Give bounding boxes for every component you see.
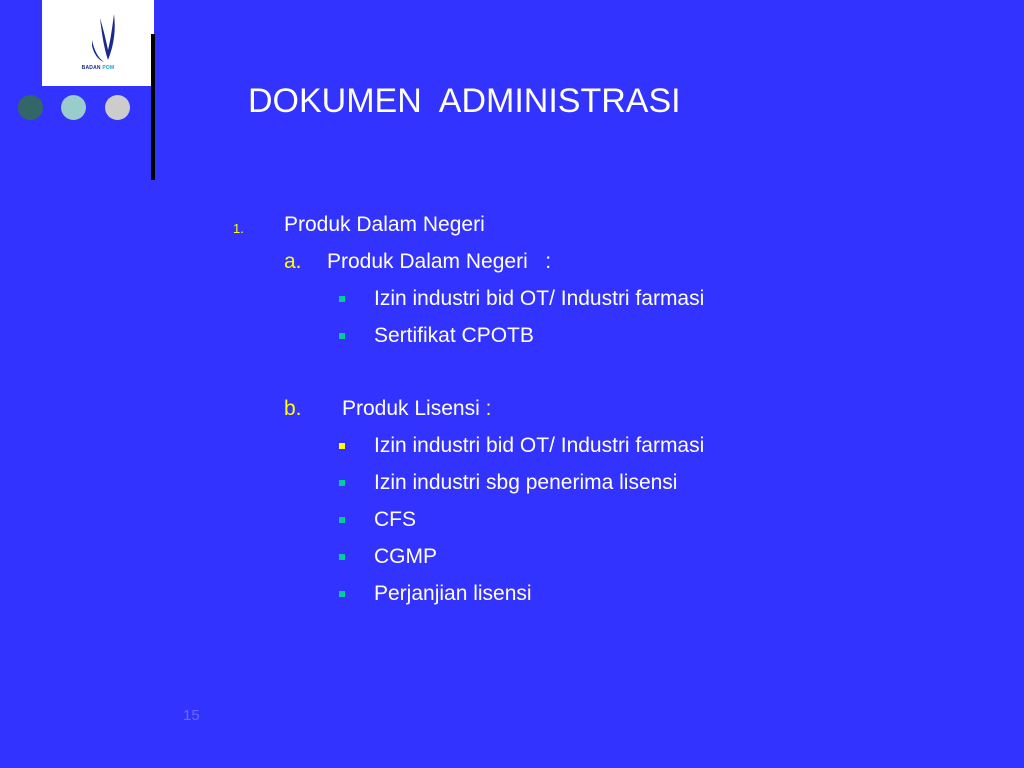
bullet-square-icon: [339, 517, 345, 523]
logo-emblem-icon: [42, 0, 154, 86]
sub-a-bullet-2: Sertifikat CPOTB: [374, 324, 534, 347]
bullet-square-icon: [339, 480, 345, 486]
sub-a-text: Produk Dalam Negeri :: [327, 250, 552, 273]
sub-b-bullet-5: Perjanjian lisensi: [374, 582, 532, 605]
list-marker-1: 1.: [233, 221, 244, 236]
sub-b-text: [342, 397, 491, 421]
decor-dot-3: [105, 95, 130, 120]
bullet-square-icon: [339, 443, 345, 449]
sub-b-bullet-1: Izin industri bid OT/ Industri farmasi: [374, 434, 705, 457]
decor-dot-1: [18, 95, 43, 120]
bullet-square-icon: [339, 554, 345, 560]
logo-text-badan: BADAN: [81, 65, 101, 71]
sub-b-bullet-2: Izin industri sbg penerima lisensi: [374, 471, 678, 494]
sub-b-bullet-4: CGMP: [374, 545, 437, 568]
decor-dot-2: [61, 95, 86, 120]
logo-text: [42, 65, 154, 71]
sub-b-bullet-3: CFS: [374, 508, 416, 531]
slide-title: DOKUMEN ADMINISTRASI: [248, 82, 681, 120]
badan-pom-logo: [42, 0, 154, 86]
list-marker-a: a.: [284, 250, 302, 273]
logo-text-pom: POM: [102, 65, 115, 71]
sub-a-bullet-1: Izin industri bid OT/ Industri farmasi: [374, 287, 705, 310]
bullet-square-icon: [339, 333, 345, 339]
item1-text: Produk Dalam Negeri: [284, 213, 485, 236]
page-number: 15: [183, 707, 200, 724]
sub-b-colon: :: [485, 397, 492, 420]
sub-b-label: Produk Lisensi: [342, 397, 486, 420]
list-marker-b: b.: [284, 397, 302, 420]
bullet-square-icon: [339, 591, 345, 597]
bullet-square-icon: [339, 296, 345, 302]
vertical-divider: [151, 34, 155, 180]
